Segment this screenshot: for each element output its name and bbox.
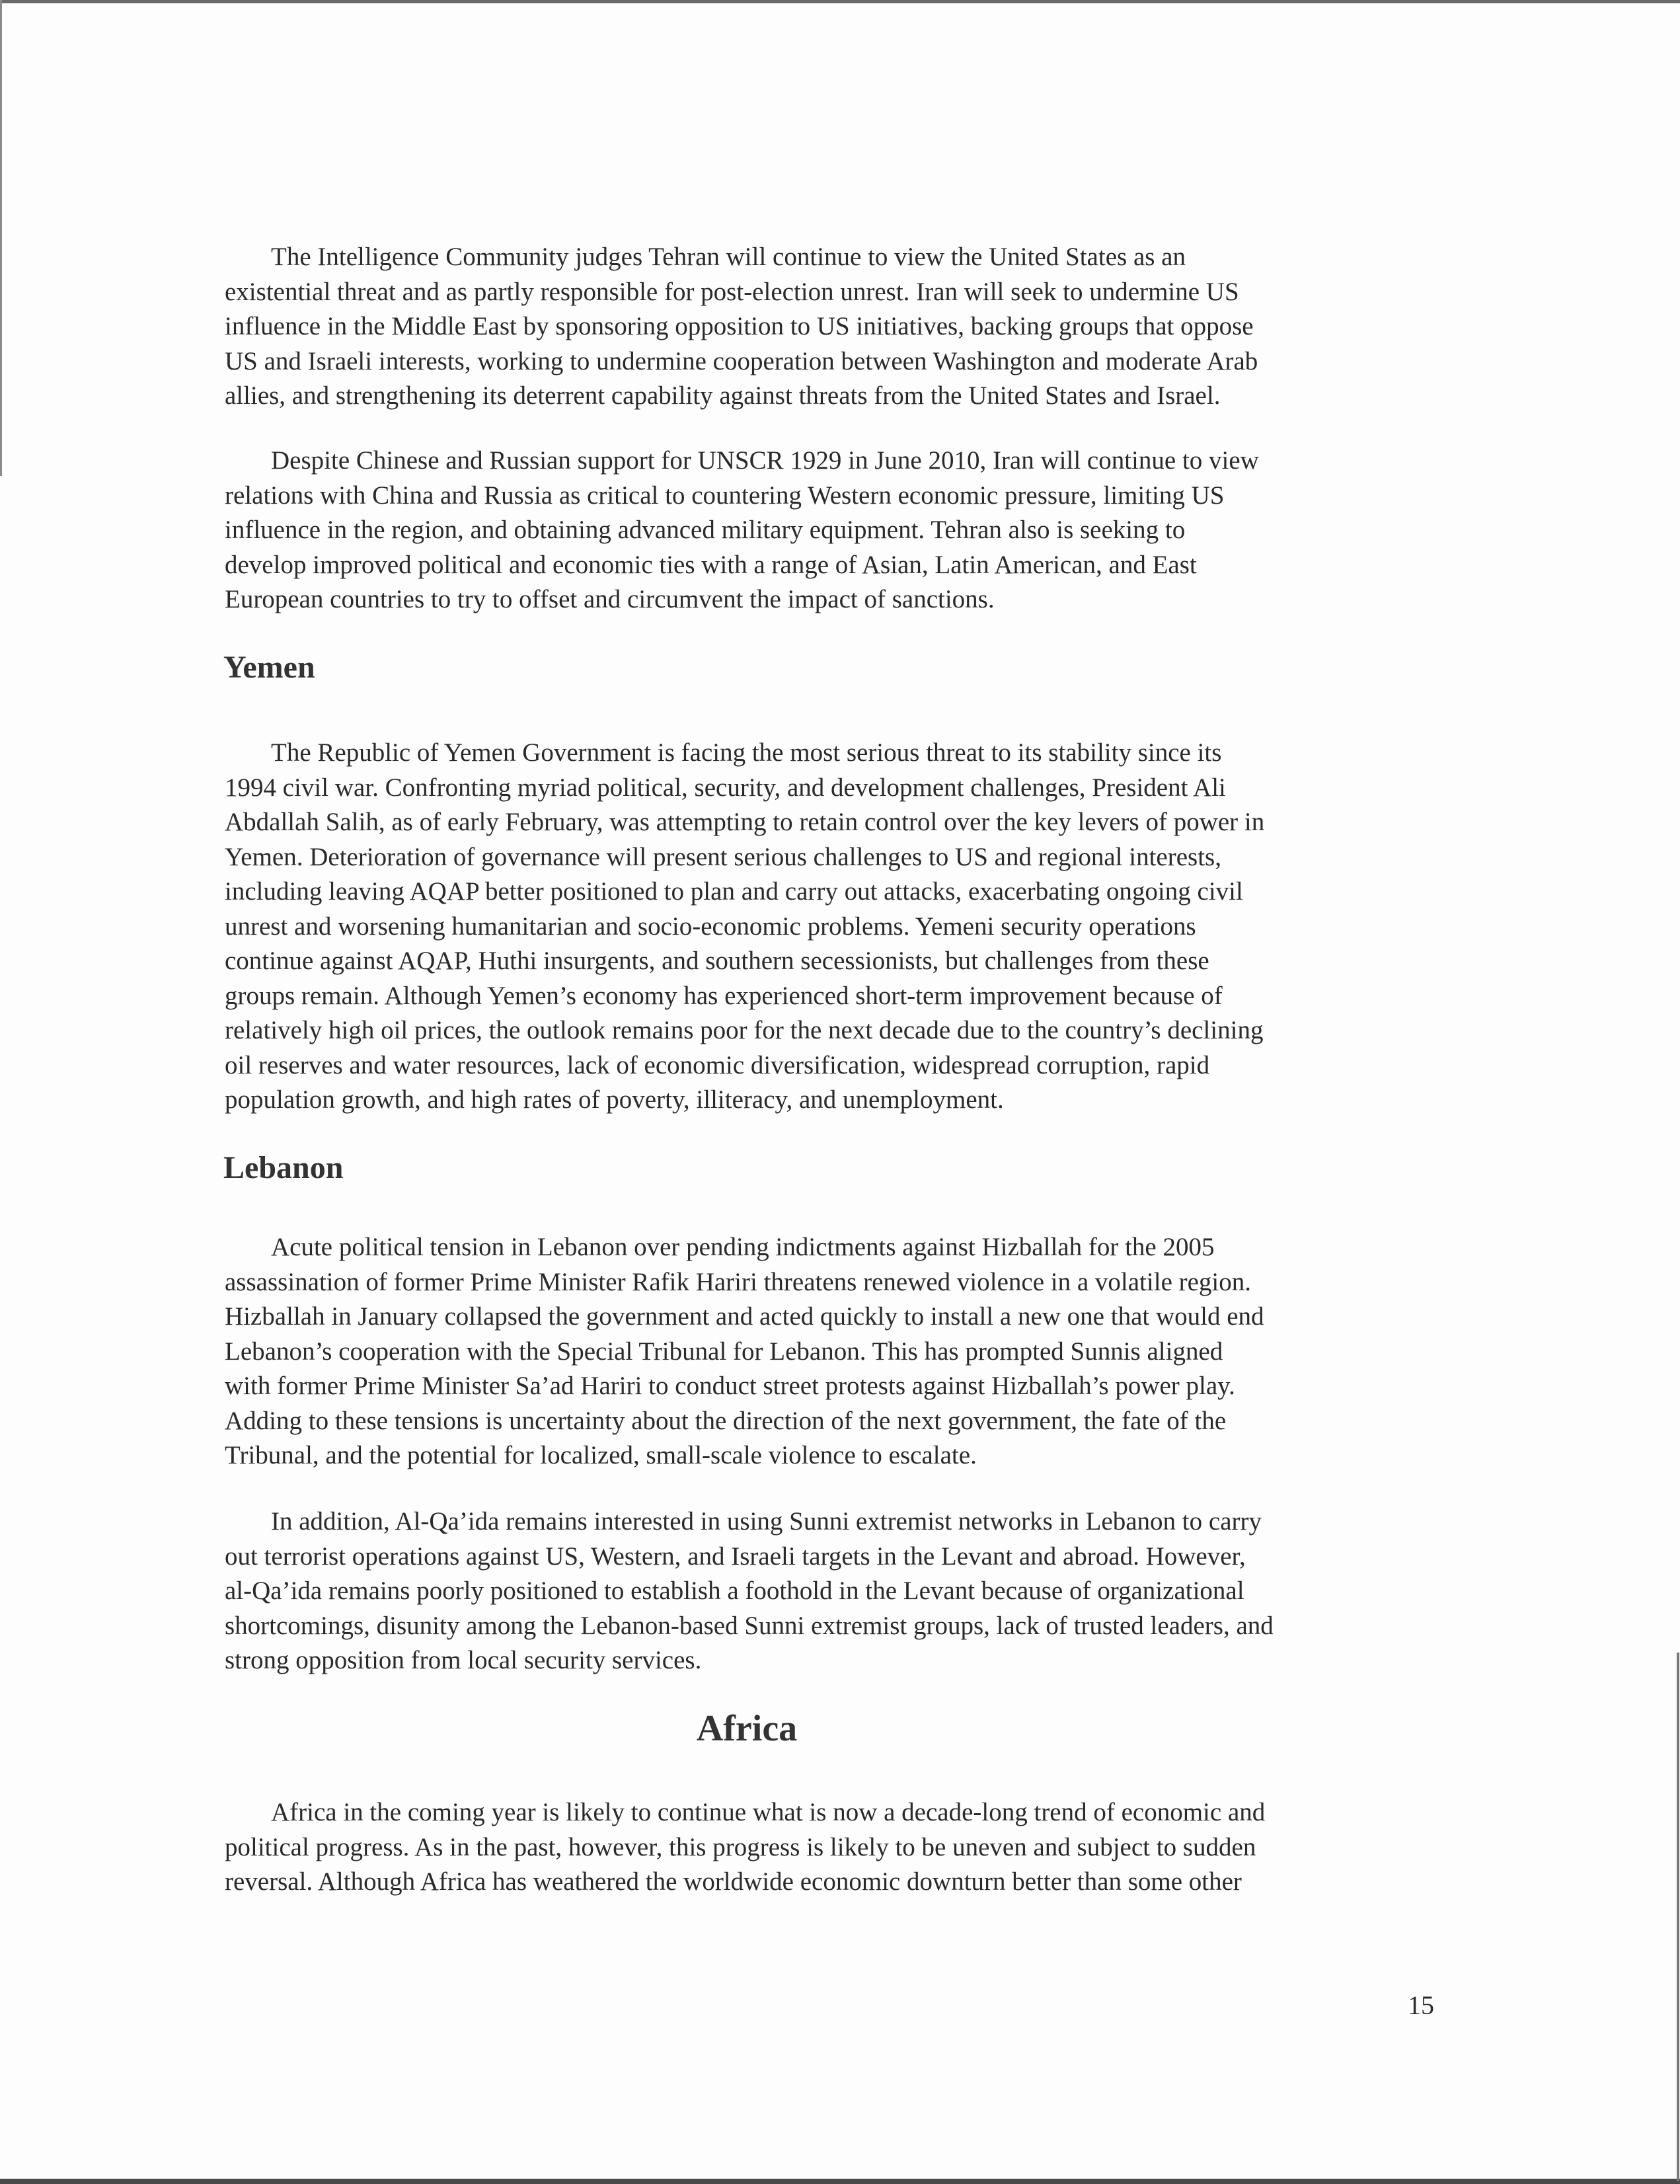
text-line: The Republic of Yemen Government is facing the most serious threat to its stability since its xyxy=(271,738,1222,767)
text-line: Lebanon’s cooperation with the Special Tribunal for Lebanon. This has prompted Sunnis aligned xyxy=(225,1337,1223,1366)
text-line: with former Prime Minister Sa’ad Hariri to conduct street protests against Hizballah’s power play. xyxy=(225,1372,1235,1400)
text-line: reversal. Although Africa has weathered the worldwide economic downturn better than some other xyxy=(225,1867,1242,1896)
text-line: The Intelligence Community judges Tehran will continue to view the United States as an xyxy=(271,243,1186,271)
paragraph-lebanon-tension xyxy=(225,1230,1454,1473)
text-line: continue against AQAP, Huthi insurgents, and southern secessionists, but challenges from these xyxy=(225,947,1209,975)
text-line: influence in the Middle East by sponsoring opposition to US initiatives, backing groups that oppose xyxy=(225,312,1254,340)
text-line: relations with China and Russia as critical to countering Western economic pressure, limiting US xyxy=(225,481,1225,510)
text-line: allies, and strengthening its deterrent capability against threats from the United States and Israel. xyxy=(225,381,1221,410)
text-line: Despite Chinese and Russian support for UNSCR 1929 in June 2010, Iran will continue to view xyxy=(271,446,1259,475)
text-line: unrest and worsening humanitarian and socio-economic problems. Yemeni security operations xyxy=(225,912,1196,941)
text-line: shortcomings, disunity among the Lebanon-based Sunni extremist groups, lack of trusted leaders, and xyxy=(225,1611,1274,1640)
scan-edge-top xyxy=(0,0,1680,3)
text-line: Acute political tension in Lebanon over pending indictments against Hizballah for the 2005 xyxy=(271,1233,1215,1261)
text-line: groups remain. Although Yemen’s economy has experienced short-term improvement because of xyxy=(225,981,1223,1010)
text-line: US and Israeli interests, working to undermine cooperation between Washington and moderate Arab xyxy=(225,346,1258,375)
text-line: relatively high oil prices, the outlook remains poor for the next decade due to the country’s declining xyxy=(225,1016,1264,1044)
paragraph-africa xyxy=(225,1795,1454,1900)
heading-africa: Africa xyxy=(696,1708,798,1749)
text-line: Tribunal, and the potential for localized, small-scale violence to escalate. xyxy=(225,1441,977,1469)
paragraph-iran-china-russia xyxy=(225,444,1454,617)
text-line: European countries to try to offset and circumvent the impact of sanctions. xyxy=(225,585,995,613)
text-line: Yemen. Deterioration of governance will present serious challenges to US and regional interests, xyxy=(225,842,1221,871)
page-number: 15 xyxy=(1408,1990,1434,2020)
text-line: develop improved political and economic ties with a range of Asian, Latin American, and East xyxy=(225,550,1197,579)
paragraph-yemen xyxy=(225,736,1454,1118)
scan-edge-right xyxy=(1677,1653,1679,2181)
text-line: In addition, Al-Qa’ida remains interested in using Sunni extremist networks in Lebanon to carry xyxy=(271,1507,1262,1536)
text-line: Adding to these tensions is uncertainty about the direction of the next government, the fate of the xyxy=(225,1406,1227,1435)
text-line: including leaving AQAP better positioned to plan and carry out attacks, exacerbating ongoing civil xyxy=(225,877,1243,906)
text-line: out terrorist operations against US, Western, and Israeli targets in the Levant and abroad. However, xyxy=(225,1541,1246,1571)
text-line: Abdallah Salih, as of early February, was attempting to retain control over the key levers of power in xyxy=(225,808,1265,836)
paragraph-lebanon-alqaida xyxy=(225,1504,1454,1678)
scan-edge-bottom xyxy=(0,2179,1680,2184)
heading-yemen: Yemen xyxy=(223,650,315,685)
text-line: influence in the region, and obtaining advanced military equipment. Tehran also is seeking to xyxy=(225,516,1186,544)
text-line: al-Qa’ida remains poorly positioned to establish a foothold in the Levant because of organizational xyxy=(225,1577,1244,1605)
text-line: oil reserves and water resources, lack of economic diversification, widespread corruption, rapid xyxy=(225,1050,1210,1079)
text-line: assassination of former Prime Minister Rafik Hariri threatens renewed violence in a volatile region. xyxy=(225,1267,1252,1296)
text-line: existential threat and as partly responsible for post-election unrest. Iran will seek to undermine US xyxy=(225,277,1239,306)
scan-edge-left xyxy=(0,0,2,476)
text-line: strong opposition from local security services. xyxy=(225,1646,702,1674)
heading-lebanon: Lebanon xyxy=(223,1150,344,1185)
text-line: Hizballah in January collapsed the government and acted quickly to install a new one that would end xyxy=(225,1302,1264,1331)
text-line: political progress. As in the past, however, this progress is likely to be uneven and subject to sudden xyxy=(225,1832,1256,1861)
paragraph-iran-us xyxy=(225,240,1454,414)
text-line: Africa in the coming year is likely to continue what is now a decade-long trend of economic and xyxy=(271,1798,1266,1826)
text-line: population growth, and high rates of poverty, illiteracy, and unemployment. xyxy=(225,1085,1004,1114)
text-line: 1994 civil war. Confronting myriad political, security, and development challenges, President Ali xyxy=(225,773,1226,802)
